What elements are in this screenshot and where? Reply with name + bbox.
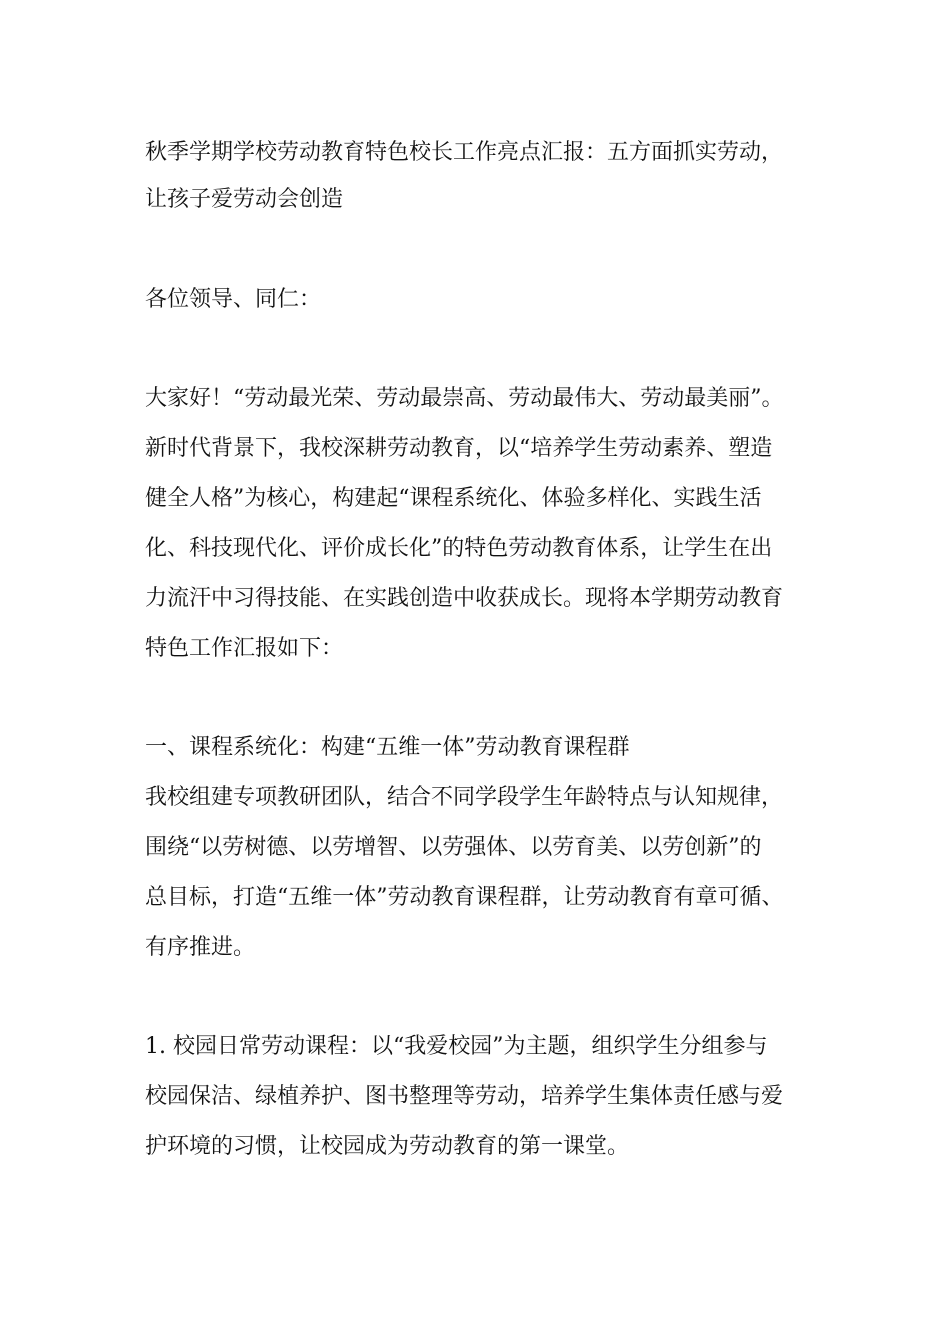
intro-line-5: 力流汗中习得技能、在实践创造中收获成长。现将本学期劳动教育	[145, 586, 784, 611]
section-1-line-4: 有序推进。	[145, 935, 256, 960]
intro-line-3: 健全人格”为核心，构建起“课程系统化、体验多样化、实践生活	[145, 486, 762, 511]
intro-line-6: 特色工作汇报如下：	[145, 636, 344, 661]
section-1-line-1: 我校组建专项教研团队，结合不同学段学生年龄特点与认知规律，	[145, 785, 784, 810]
intro-line-2: 新时代背景下，我校深耕劳动教育，以“培养学生劳动素养、塑造	[145, 436, 773, 461]
intro-line-4: 化、科技现代化、评价成长化”的特色劳动教育体系，让学生在出	[145, 536, 773, 561]
item-1-line-3: 护环境的习惯，让校园成为劳动教育的第一课堂。	[145, 1134, 630, 1159]
item-1-line-2: 校园保洁、绿植养护、图书整理等劳动，培养学生集体责任感与爱	[145, 1084, 784, 1109]
item-1-line-1: 1. 校园日常劳动课程：以“我爱校园”为主题，组织学生分组参与	[145, 1034, 768, 1059]
document-title-line-2: 让孩子爱劳动会创造	[145, 187, 344, 212]
section-1-heading: 一、课程系统化：构建“五维一体”劳动教育课程群	[145, 735, 630, 760]
section-1-line-3: 总目标，打造“五维一体”劳动教育课程群，让劳动教育有章可循、	[145, 885, 784, 910]
intro-line-1: 大家好！“劳动最光荣、劳动最崇高、劳动最伟大、劳动最美丽”。	[145, 386, 784, 411]
salutation: 各位领导、同仁：	[145, 287, 322, 312]
document-title-line-1: 秋季学期学校劳动教育特色校长工作亮点汇报：五方面抓实劳动，	[145, 140, 784, 165]
section-1-line-2: 围绕“以劳树德、以劳增智、以劳强体、以劳育美、以劳创新”的	[145, 835, 762, 860]
